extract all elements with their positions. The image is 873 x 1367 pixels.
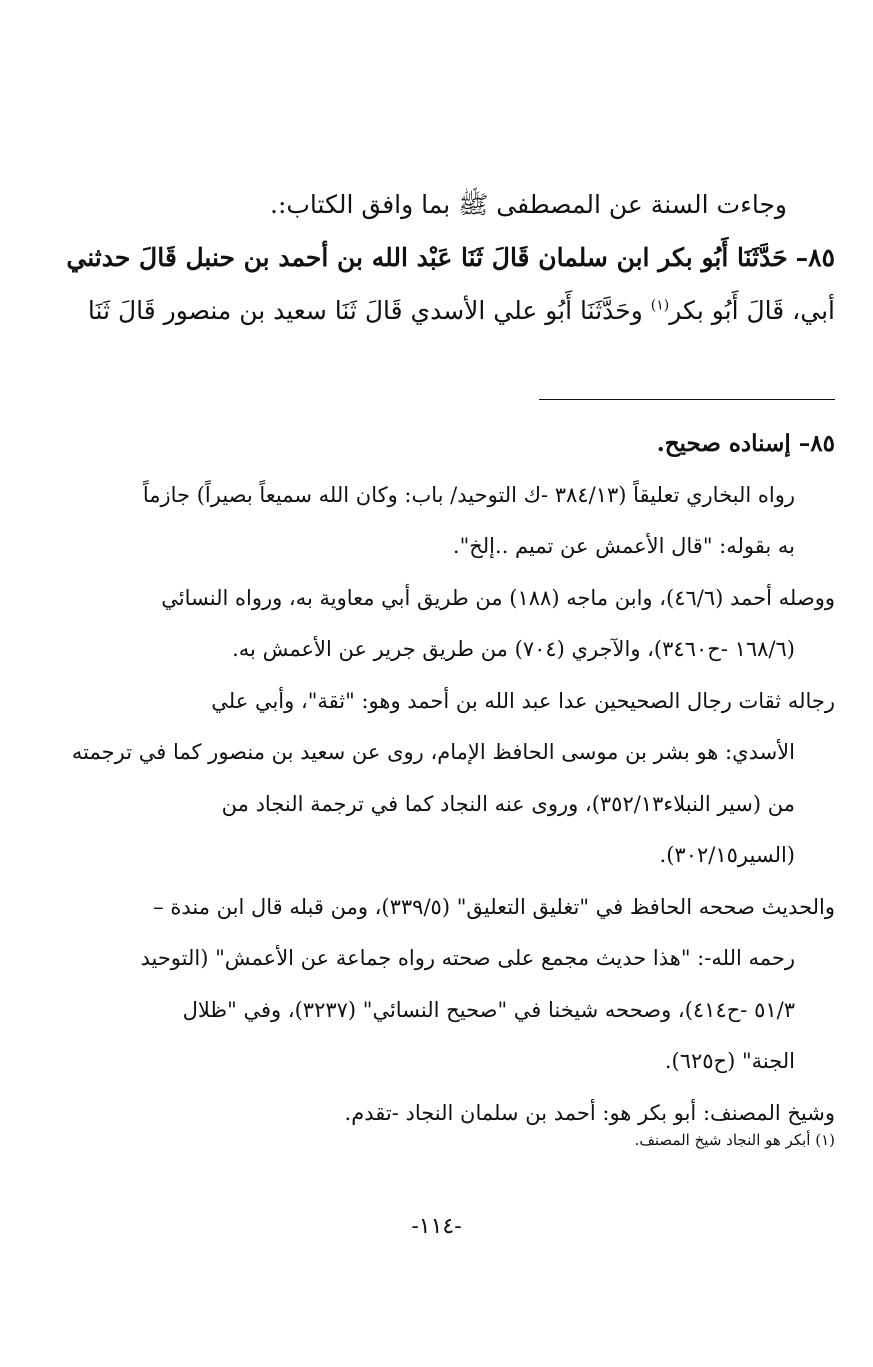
commentary-line: ووصله أحمد (٤٦/٦)، وابن ماجه (١٨٨) من طريق أبي معاوية به، ورواه النسائي xyxy=(161,585,835,610)
commentary-line: به بقوله: "قال الأعمش عن تميم ..إلخ". xyxy=(452,534,795,558)
commentary-line: (السير٣٠٢/١٥). xyxy=(659,843,795,867)
commentary xyxy=(58,418,835,1139)
hadith-text-2b: وحَدَّثَنَا أَبُو علي الأسدي قَالَ ثَنَا سعيد بن منصور قَالَ ثَنَا xyxy=(87,296,643,325)
footnote-marker: (١) xyxy=(650,297,670,314)
commentary-line: من (سير النبلاء٣٥٢/١٣)، وروى عنه النجاد كما في ترجمة النجاد من xyxy=(221,791,795,816)
commentary-line: وشيخ المصنف: أبو بكر هو: أحمد بن سلمان النجاد -تقدم. xyxy=(344,1100,835,1125)
commentary-line: رجاله ثقات رجال الصحيحين عدا عبد الله بن أحمد وهو: "ثقة"، وأبي علي xyxy=(211,688,835,713)
hadith-line-1 xyxy=(58,231,835,284)
hadith-number: ٨٥– xyxy=(795,243,835,272)
commentary-line: رحمه الله-: "هذا حديث مجمع على صحته رواه جماعة عن الأعمش" (التوحيد xyxy=(140,946,795,970)
commentary-line: والحديث صححه الحافظ في "تغليق التعليق" (٣٣٩/٥)، ومن قبله قال ابن مندة – xyxy=(153,894,835,919)
commentary-line: ٥١/٣ -ح٤١٤)، وصححه شيخنا في "صحيح النسائي" (٣٢٣٧)، وفي "ظلال xyxy=(182,997,795,1022)
footnote-divider xyxy=(539,399,835,400)
main-text xyxy=(58,178,835,337)
hadith-line-2 xyxy=(58,284,835,337)
commentary-line: الجنة" (ح٦٢٥). xyxy=(664,1049,795,1073)
hadith-text-1: حَدَّثَنَا أَبُو بكر ابن سلمان قَالَ ثَنَا عَبْد الله بن أحمد بن حنبل قَالَ حدثني xyxy=(66,243,788,272)
commentary-line: الأسدي: هو بشر بن موسى الحافظ الإمام، روى عن سعيد بن منصور كما في ترجمته xyxy=(71,740,795,764)
hadith-text-2a: أبي، قَالَ أَبُو بكر xyxy=(669,296,835,325)
commentary-line: رواه البخاري تعليقاً (٣٨٤/١٣ -ك التوحيد/ باب: وكان الله سميعاً بصيراً) جازماً xyxy=(142,482,795,507)
commentary-title: ٨٥– إسناده صحيح. xyxy=(656,430,835,457)
intro-line: وجاءت السنة عن المصطفى ﷺ بما وافق الكتاب:. xyxy=(270,190,787,219)
commentary-line: (١٦٨/٦ -ح٣٤٦٠)، والآجري (٧٠٤) من طريق جرير عن الأعمش به. xyxy=(232,637,795,661)
footnote: (١) أبكر هو النجاد شيخ المصنف. xyxy=(634,1131,835,1149)
page-number: -١١٤- xyxy=(411,1214,462,1239)
